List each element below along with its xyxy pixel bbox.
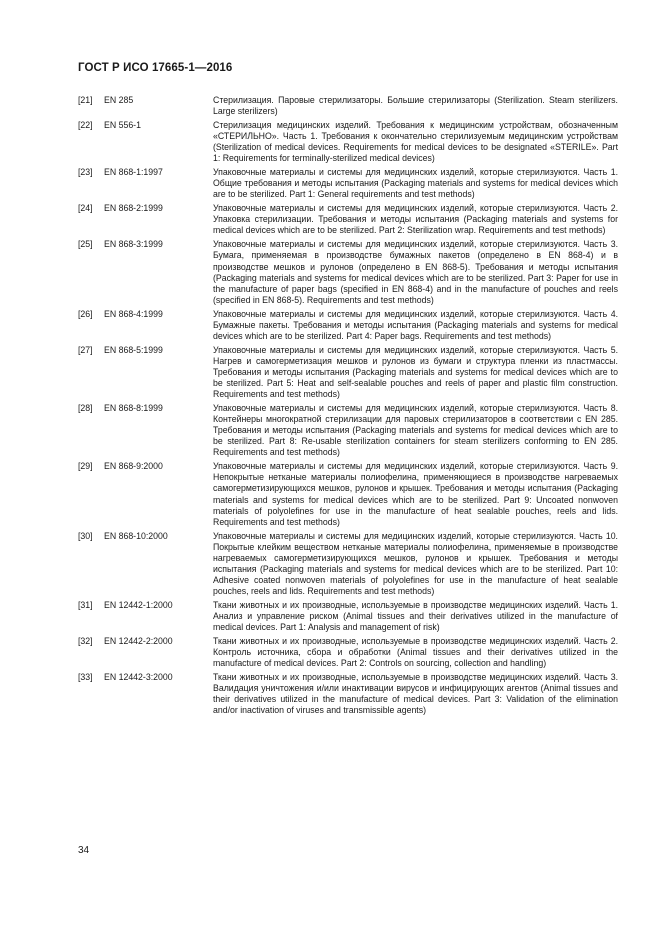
bibliography-entry xyxy=(78,167,618,200)
bibliography-entry xyxy=(78,600,618,633)
standard-code: EN 868-1:1997 xyxy=(104,167,163,178)
standard-title: Стерилизация. Паровые стерилизаторы. Большие стерилизаторы (Sterilization. Steam sterilizers. Large sterilizers) xyxy=(213,95,618,117)
bibliography-entry xyxy=(78,203,618,236)
bibliography-entry xyxy=(78,672,618,716)
standard-code: EN 556-1 xyxy=(104,119,141,130)
entry-number: [23] xyxy=(78,167,93,178)
standard-code: EN 12442-1:2000 xyxy=(104,600,173,610)
bibliography-entry xyxy=(78,345,618,400)
entry-number: [27] xyxy=(78,344,93,355)
standard-title: Упаковочные материалы и системы для медицинских изделий, которые стерилизуются. Часть 5. Нагрев и самогерметизация мешков и рулонов из бумаги и структура пленки из пластмассы. Требования и методы испытания (Packaging materials and systems for medical devices which are to be sterilized. Part 5: Heat and self-sealable pouches and reels of paper and plastic film construction. Requirements and test methods) xyxy=(213,344,618,400)
standard-title: Упаковочные материалы и системы для медицинских изделий, которые стерилизуются. Часть 8. Контейнеры многократной стерилизации для паровых стерилизаторов в соответствии с EN 285. Требования и методы испытания (Packaging materials and systems for medical devices which are to be sterilized. Part 8: Re-usable sterilization containers for steam sterilizers conforming to EN 285. Requirements and test methods) xyxy=(213,403,618,458)
standard-code: EN 868-4:1999 xyxy=(104,308,163,319)
standard-title: Упаковочные материалы и системы для медицинских изделий, которые стерилизуются. Часть 2. Упаковка стерилизации. Требования и методы испытания (Packaging materials and systems for medical devices which are to be sterilized. Part 2: Sterilization wrap. Requirements and test methods) xyxy=(213,203,618,236)
standard-title: Ткани животных и их производные, используемые в производстве медицинских изделий. Часть 2. Контроль источника, сбора и обработки (Animal tissues and their derivatives utilized in the manufacture of medical devices. Part 2: Controls on sourcing, collection and handling) xyxy=(213,636,618,669)
standard-title: Упаковочные материалы и системы для медицинских изделий, которые стерилизуются. Часть 10. Покрытые клейким веществом нетканые материалы полиофелина, применяемые в производстве нагреваемых самогерметизирующихся мешков, рулонов и крышек. Требования и методы испытания (Packaging materials and systems for medical devices which are to be sterilized. Part 10: Adhesive coated nonwoven materials of polyolefines for use in the manufacture of heat sealable pouches, reels and lids. Requirements and test methods) xyxy=(213,530,618,597)
standard-code: EN 868-9:2000 xyxy=(104,461,163,472)
page-number: 34 xyxy=(78,845,90,856)
standard-code: EN 868-3:1999 xyxy=(104,239,163,250)
standard-title: Упаковочные материалы и системы для медицинских изделий, которые стерилизуются. Часть 3. Бумага, применяемая в производстве бумажных пакетов (определено в EN 868-4) и в производстве мешков и рулонов (определено в EN 868-5). Требования и методы испытания (Packaging materials and systems for medical devices which are to be sterilized. Part 3: Paper for use in the manufacture of paper bags (specified in EN 868-4) and in the manufacture of pouches and reels (specified in EN 868-5). Requirements and test methods) xyxy=(213,239,618,305)
bibliography-entry xyxy=(78,309,618,342)
standard-title: Ткани животных и их производные, используемые в производстве медицинских изделий. Часть 3. Валидация уничтожения и/или инактивации вирусов и инфицирующих агентов (Animal tissues and their derivatives utilized in the manufacture of medical devices. Part 3: Validation of the elimination and/or inactivation of viruses and transmissible agents) xyxy=(213,672,618,716)
standard-code: EN 868-8:1999 xyxy=(104,403,163,414)
bibliography-entry xyxy=(78,239,618,306)
entry-number: [32] xyxy=(78,636,93,647)
entry-number: [33] xyxy=(78,672,93,683)
standard-title: Упаковочные материалы и системы для медицинских изделий, которые стерилизуются. Часть 9. Непокрытые нетканые материалы полиофелина, применяющиеся в производстве нагреваемых самогерметизирующихся мешков, рулонов и крышек. Требования и методы испытания (Packaging materials and systems for medical devices which are to be sterilized. Part 9: Uncoated nonwoven materials of polyolefines for use in the manufacture of heat sealable pouches, reels and lids. Requirements and test methods) xyxy=(213,461,618,527)
standard-code: EN 868-10:2000 xyxy=(104,530,168,541)
bibliography-entry xyxy=(78,120,618,164)
bibliography-entry xyxy=(78,461,618,528)
standard-code: EN 285 xyxy=(104,95,134,105)
entry-number: [24] xyxy=(78,203,93,214)
bibliography-entry xyxy=(78,636,618,669)
bibliography-entry xyxy=(78,531,618,598)
entry-number: [31] xyxy=(78,600,93,610)
bibliography-entry xyxy=(78,403,618,458)
standard-code: EN 868-5:1999 xyxy=(104,344,163,355)
entry-number: [21] xyxy=(78,95,93,105)
bibliography-entry xyxy=(78,95,618,117)
standard-title: Ткани животных и их производные, используемые в производстве медицинских изделий. Часть 1. Анализ и управление риском (Animal tissues and their derivatives utilized in the manufacture of medical devices. Part 1: Analysis and management of risk) xyxy=(213,600,618,633)
standard-title: Стерилизация медицинских изделий. Требования к медицинским устройствам, обозначенным «СТЕРИЛЬНО». Часть 1. Требования к окончательно стерилизуемым медицинским устройствам (Sterilization of medical devices. Requirements for medical devices to be designated «STERILE». Part 1: Requirements for terminally-sterilized medical devices) xyxy=(213,119,618,164)
entry-number: [25] xyxy=(78,239,93,250)
bibliography-list xyxy=(78,95,618,719)
entry-number: [26] xyxy=(78,308,93,319)
entry-number: [28] xyxy=(78,403,93,414)
standard-code: EN 12442-2:2000 xyxy=(104,636,173,647)
standard-title: Упаковочные материалы и системы для медицинских изделий, которые стерилизуются. Часть 4. Бумажные пакеты. Требования и методы испытания (Packaging materials and systems for medical devices which are to be sterilized. Part 4: Paper bags. Requirements and test methods) xyxy=(213,308,618,341)
standard-title: Упаковочные материалы и системы для медицинских изделий, которые стерилизуются. Часть 1. Общие требования и методы испытания (Packaging materials and systems for medical devices which are to be sterilized. Part 1: General requirements and test methods) xyxy=(213,167,618,200)
standard-code: EN 868-2:1999 xyxy=(104,203,163,214)
entry-number: [30] xyxy=(78,530,93,541)
standard-code: EN 12442-3:2000 xyxy=(104,672,173,683)
document-header: ГОСТ Р ИСО 17665-1—2016 xyxy=(78,62,233,74)
entry-number: [29] xyxy=(78,461,93,472)
entry-number: [22] xyxy=(78,119,93,130)
